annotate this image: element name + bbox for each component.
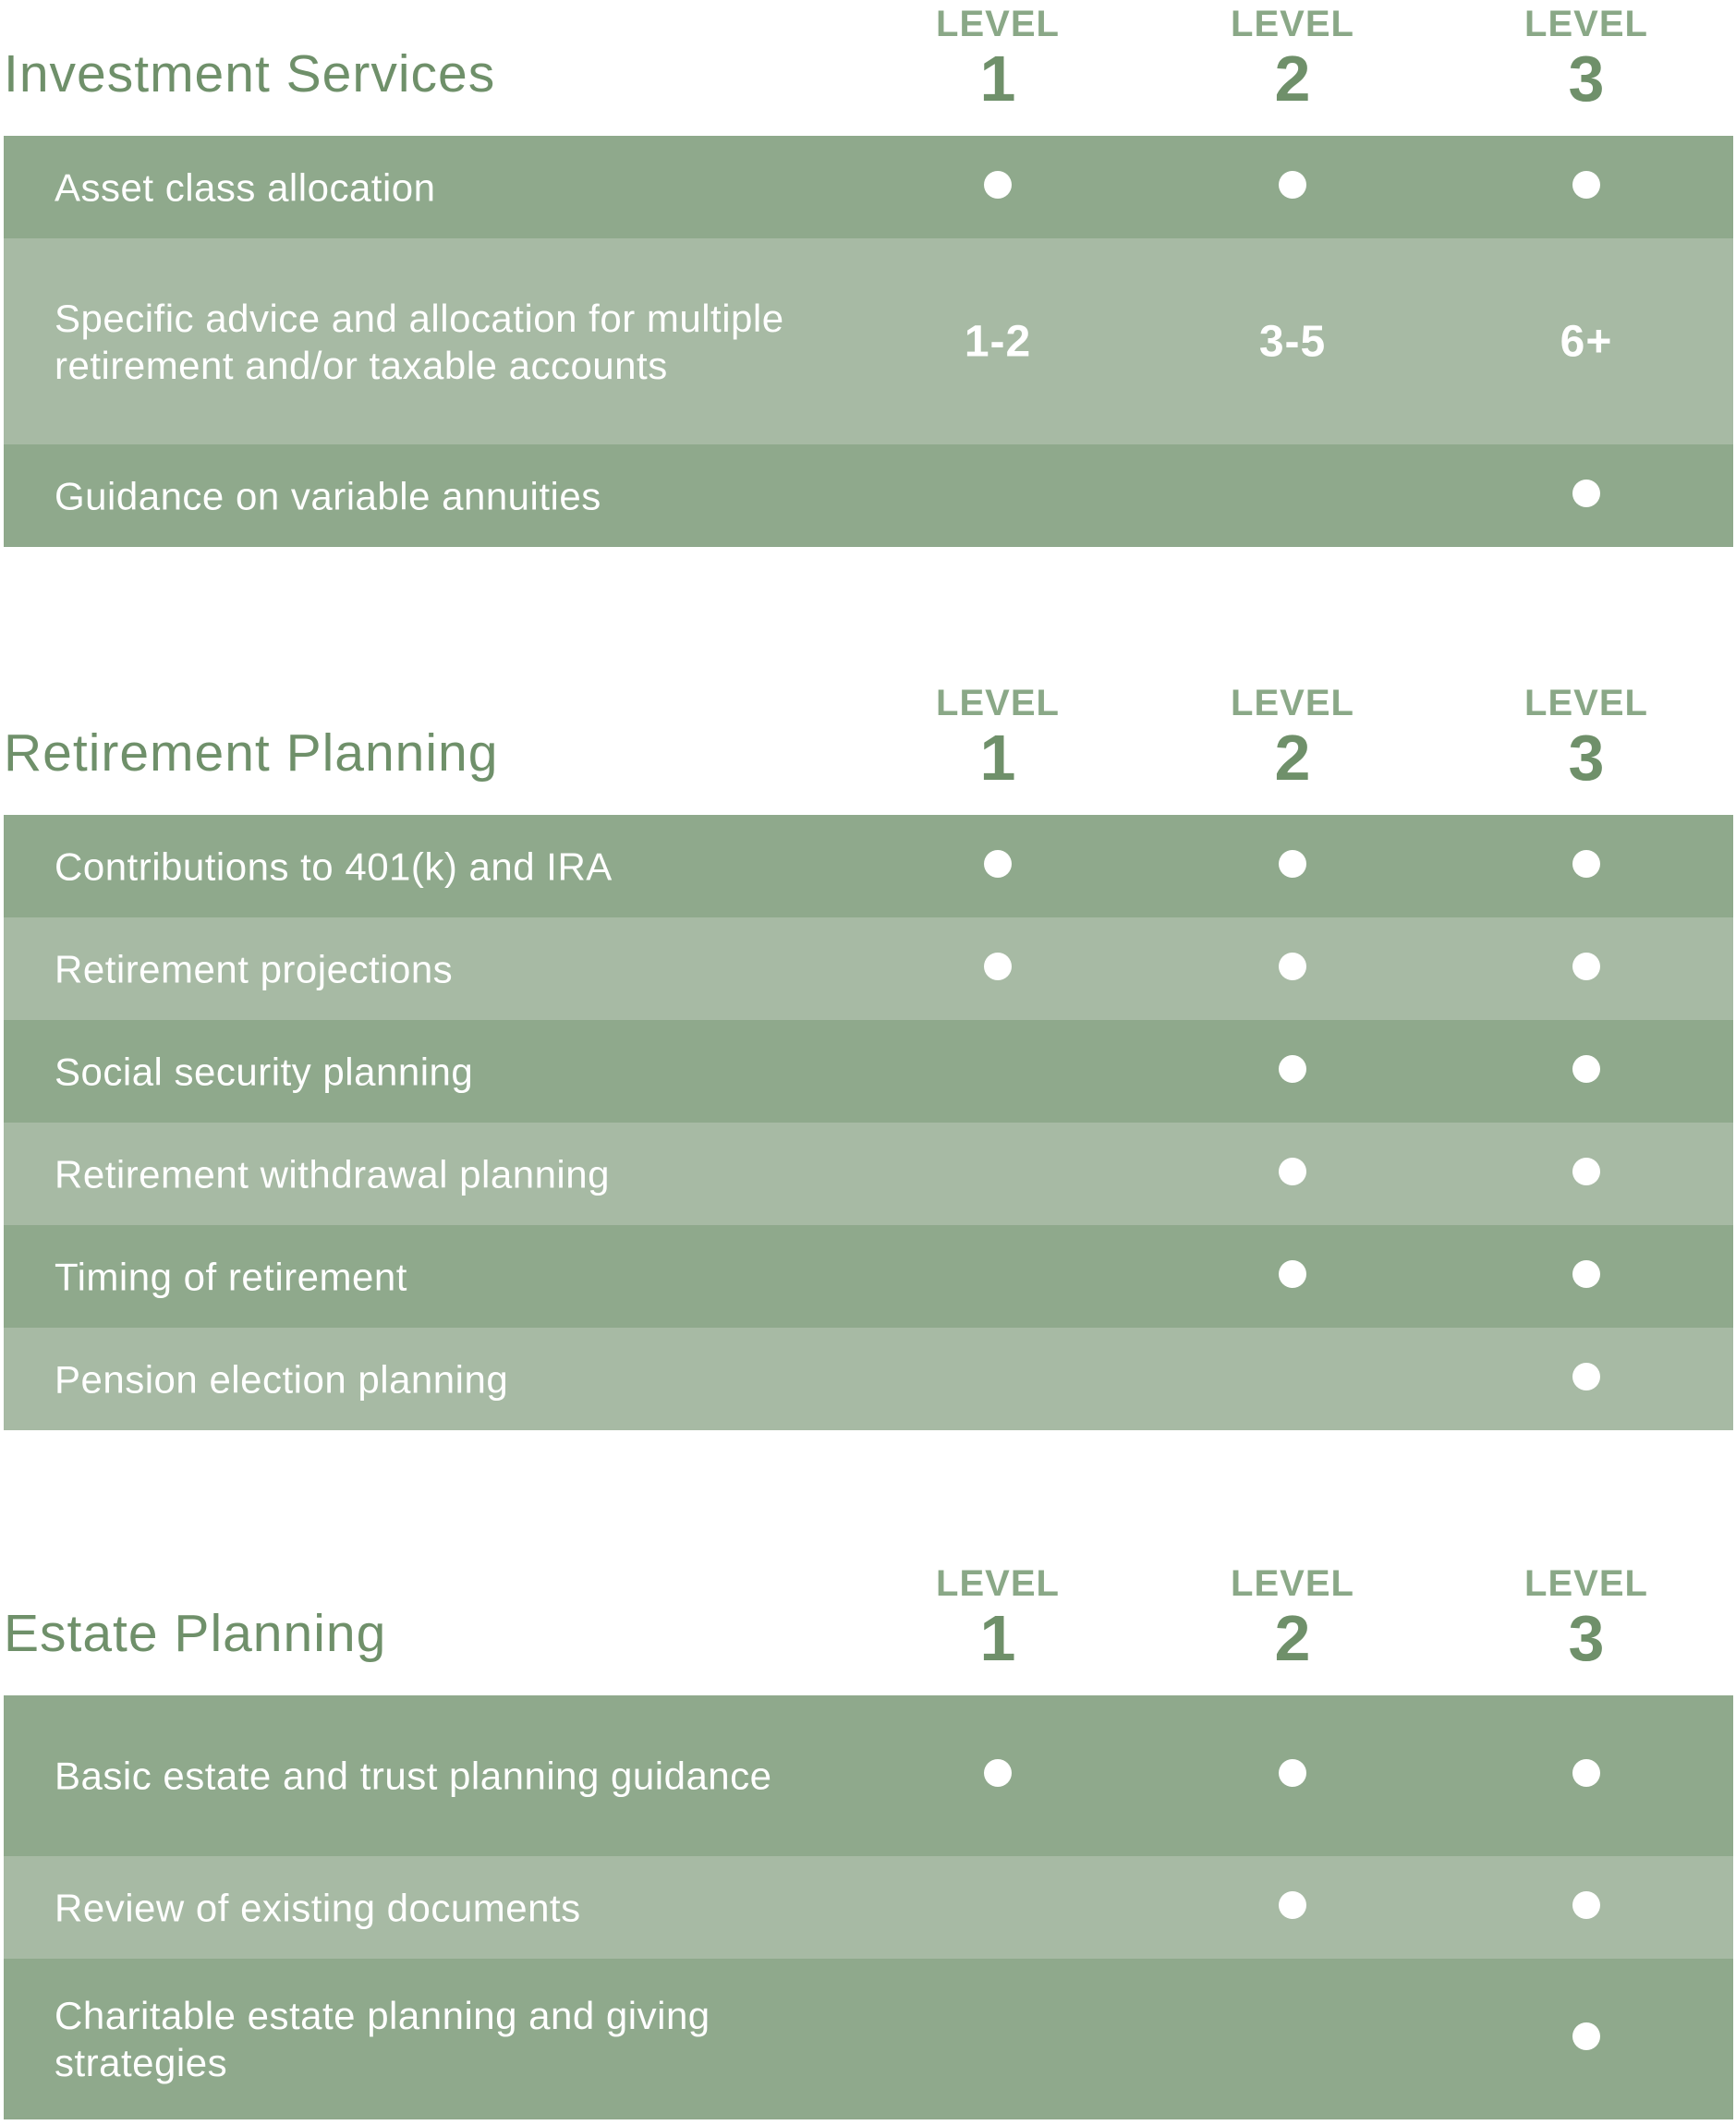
table-row bbox=[4, 1959, 1733, 2119]
included-dot-icon bbox=[1572, 1260, 1600, 1288]
included-dot-icon bbox=[1572, 480, 1600, 507]
row-label: Charitable estate planning and giving strategies bbox=[55, 1994, 710, 2084]
level-1-value: 1-2 bbox=[964, 317, 1032, 366]
row-label: Asset class allocation bbox=[55, 165, 436, 209]
table-row bbox=[4, 136, 1733, 238]
table-row bbox=[4, 1225, 1733, 1328]
level-number: 2 bbox=[1274, 1602, 1311, 1674]
included-dot-icon bbox=[1572, 1891, 1600, 1919]
row-label: Guidance on variable annuities bbox=[55, 474, 601, 517]
included-dot-icon bbox=[1279, 1759, 1306, 1787]
section-investment-services bbox=[4, 0, 1733, 547]
row-label: Basic estate and trust planning guidance bbox=[55, 1754, 772, 1798]
table-row bbox=[4, 917, 1733, 1020]
table-row bbox=[4, 1328, 1733, 1430]
included-dot-icon bbox=[1572, 171, 1600, 199]
level-label: LEVEL bbox=[1231, 4, 1354, 44]
level-3-header bbox=[1485, 1560, 1688, 1674]
row-label: Timing of retirement bbox=[55, 1255, 407, 1298]
level-number: 3 bbox=[1568, 722, 1605, 794]
section-title: Retirement Planning bbox=[4, 723, 499, 783]
included-dot-icon bbox=[1279, 1158, 1306, 1185]
level-2-header bbox=[1191, 0, 1394, 115]
included-dot-icon bbox=[1279, 171, 1306, 199]
table-row bbox=[4, 1020, 1733, 1123]
table-row bbox=[4, 1123, 1733, 1225]
included-dot-icon bbox=[1572, 1158, 1600, 1185]
row-label: Specific advice and allocation for multiple retirement and/or taxable accounts bbox=[55, 296, 784, 387]
level-1-header bbox=[896, 1560, 1099, 1674]
level-1-header bbox=[896, 679, 1099, 794]
level-number: 2 bbox=[1274, 722, 1311, 794]
level-label: LEVEL bbox=[936, 4, 1060, 44]
level-label: LEVEL bbox=[1524, 683, 1648, 723]
included-dot-icon bbox=[1279, 953, 1306, 980]
section-retirement-planning bbox=[4, 679, 1733, 1430]
included-dot-icon bbox=[1279, 850, 1306, 878]
table-row bbox=[4, 1695, 1733, 1856]
section-title: Estate Planning bbox=[4, 1604, 387, 1663]
included-dot-icon bbox=[984, 1759, 1012, 1787]
level-number: 1 bbox=[979, 722, 1016, 794]
included-dot-icon bbox=[984, 850, 1012, 878]
level-number: 1 bbox=[979, 1602, 1016, 1674]
level-label: LEVEL bbox=[1524, 4, 1648, 44]
included-dot-icon bbox=[1572, 1759, 1600, 1787]
row-label: Social security planning bbox=[55, 1050, 474, 1093]
row-label: Retirement withdrawal planning bbox=[55, 1152, 610, 1196]
included-dot-icon bbox=[1279, 1260, 1306, 1288]
row-label: Pension election planning bbox=[55, 1357, 509, 1401]
row-label: Contributions to 401(k) and IRA bbox=[55, 844, 613, 888]
included-dot-icon bbox=[1572, 2022, 1600, 2050]
table-row bbox=[4, 815, 1733, 917]
table-row bbox=[4, 444, 1733, 547]
level-number: 2 bbox=[1274, 42, 1311, 115]
section-estate-planning bbox=[4, 1560, 1733, 2119]
level-2-header bbox=[1191, 679, 1394, 794]
level-3-header bbox=[1485, 0, 1688, 115]
included-dot-icon bbox=[1279, 1055, 1306, 1083]
included-dot-icon bbox=[1572, 1363, 1600, 1390]
table-row bbox=[4, 1856, 1733, 1959]
included-dot-icon bbox=[1572, 850, 1600, 878]
level-2-header bbox=[1191, 1560, 1394, 1674]
table-row bbox=[4, 238, 1733, 444]
level-3-value: 6+ bbox=[1560, 317, 1613, 366]
level-number: 1 bbox=[979, 42, 1016, 115]
section-title: Investment Services bbox=[4, 44, 496, 103]
level-label: LEVEL bbox=[1231, 1563, 1354, 1604]
level-number: 3 bbox=[1568, 42, 1605, 115]
level-label: LEVEL bbox=[936, 1563, 1060, 1604]
row-label: Retirement projections bbox=[55, 947, 454, 990]
level-label: LEVEL bbox=[936, 683, 1060, 723]
included-dot-icon bbox=[1572, 1055, 1600, 1083]
level-1-header bbox=[896, 0, 1099, 115]
level-number: 3 bbox=[1568, 1602, 1605, 1674]
included-dot-icon bbox=[1279, 1891, 1306, 1919]
included-dot-icon bbox=[1572, 953, 1600, 980]
level-3-header bbox=[1485, 679, 1688, 794]
level-label: LEVEL bbox=[1524, 1563, 1648, 1604]
level-2-value: 3-5 bbox=[1258, 317, 1327, 366]
section-header bbox=[4, 0, 1733, 136]
section-header bbox=[4, 1560, 1733, 1695]
included-dot-icon bbox=[984, 953, 1012, 980]
level-label: LEVEL bbox=[1231, 683, 1354, 723]
row-label: Review of existing documents bbox=[55, 1886, 581, 1929]
section-header bbox=[4, 679, 1733, 815]
included-dot-icon bbox=[984, 171, 1012, 199]
